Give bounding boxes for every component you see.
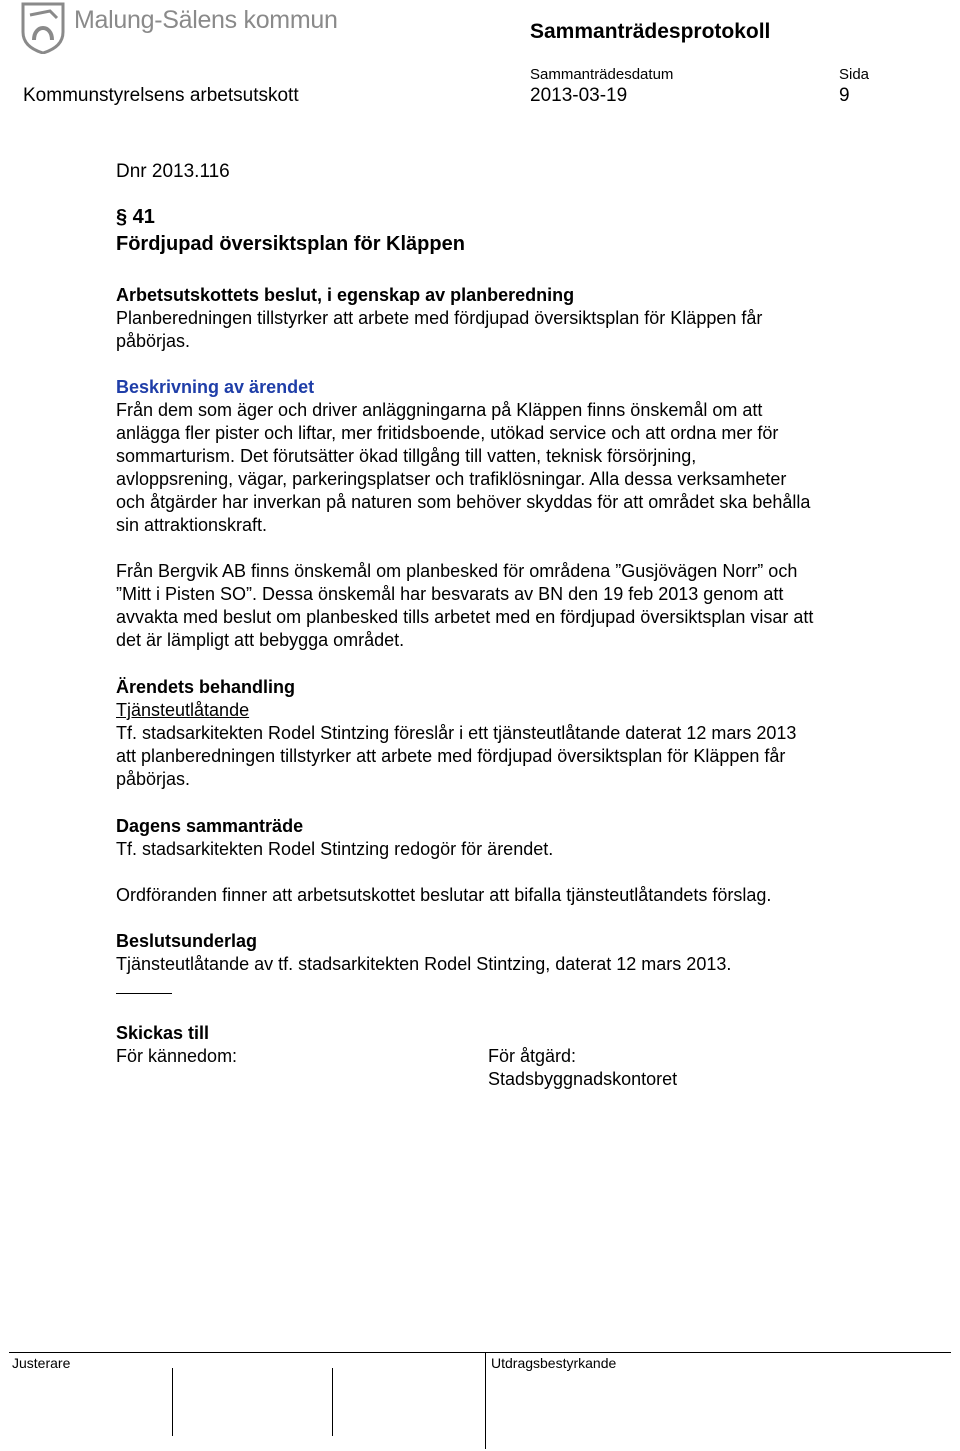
case-header	[116, 160, 916, 258]
date-label: Sammanträdesdatum	[530, 66, 674, 83]
description-line: Från dem som äger och driver anläggningarna på Kläppen finns önskemål om att	[116, 400, 763, 420]
basis-heading: Beslutsunderlag	[116, 931, 258, 951]
short-divider	[116, 993, 172, 994]
meeting-date: 2013-03-19	[530, 85, 628, 106]
for-action-label: För åtgärd:	[488, 1046, 577, 1066]
handling-line: att planberedningen tillstyrker att arbete med fördjupad översiktsplan för Kläppen får	[116, 746, 786, 766]
section-number: § 41	[116, 206, 155, 228]
signature-divider	[485, 1352, 486, 1449]
extract-verification-label: Utdragsbestyrkande	[491, 1355, 617, 1371]
description-line: Från Bergvik AB finns önskemål om planbesked för områdena ”Gusjövägen Norr” och	[116, 561, 798, 581]
handling-line: Tf. stadsarkitekten Rodel Stintzing föreslår i ett tjänsteutlåtande daterat 12 mars 2013	[116, 723, 797, 743]
handling-line: påbörjas.	[116, 769, 191, 789]
decision-line: påbörjas.	[116, 331, 191, 351]
description-line: och åtgärder har inverkan på naturen som behöver skyddas för att området ska behålla	[116, 492, 811, 512]
case-number: Dnr 2013.116	[116, 161, 230, 182]
handling-subheading: Tjänsteutlåtande	[116, 700, 250, 720]
basis-section	[116, 930, 916, 976]
municipality-name: Malung-Sälens kommun	[74, 6, 338, 34]
signature-divider	[172, 1368, 173, 1436]
handling-section	[116, 676, 916, 791]
footer-rule	[9, 1352, 951, 1353]
description-line: sommarturism. Det förutsätter ökad tillgång till vatten, teknisk försörjning,	[116, 446, 697, 466]
meeting-decision-line: Ordföranden finner att arbetsutskottet beslutar att bifalla tjänsteutlåtandets förslag.	[116, 885, 772, 905]
document-type: Sammanträdesprotokoll	[530, 20, 771, 43]
description-section	[116, 376, 916, 652]
signature-divider	[332, 1368, 333, 1436]
decision-line: Planberedningen tillstyrker att arbete med fördjupad översiktsplan för Kläppen får	[116, 308, 763, 328]
decision-heading: Arbetsutskottets beslut, i egenskap av planberedning	[116, 285, 575, 305]
page-number: 9	[839, 85, 850, 106]
for-action-block	[488, 1045, 677, 1091]
description-line: sin attraktionskraft.	[116, 515, 268, 535]
committee-name: Kommunstyrelsens arbetsutskott	[23, 85, 299, 106]
description-line: det är lämpligt att bebygga området.	[116, 630, 405, 650]
page-label: Sida	[839, 66, 870, 83]
case-title: Fördjupad översiktsplan för Kläppen	[116, 233, 465, 255]
description-line: avloppsrening, vägar, parkeringsplatser och trafiklösningar. Alla dessa verksamheter	[116, 469, 787, 489]
meeting-heading: Dagens sammanträde	[116, 816, 304, 836]
description-line: anlägga fler pister och liftar, mer fritidsboende, utökad service och att ordna mer för	[116, 423, 779, 443]
description-line: ”Mitt i Pisten SO”. Dessa önskemål har besvarats av BN den 19 feb 2013 genom att	[116, 584, 784, 604]
adjusters-label: Justerare	[12, 1355, 71, 1371]
decision-section	[116, 284, 916, 353]
municipality-logo-icon	[20, 2, 66, 54]
send-to-heading: Skickas till	[116, 1023, 210, 1043]
action-recipient: Stadsbyggnadskontoret	[488, 1069, 678, 1089]
for-information-label: För kännedom:	[116, 1046, 238, 1066]
handling-heading: Ärendets behandling	[116, 677, 296, 697]
description-heading: Beskrivning av ärendet	[116, 377, 315, 397]
description-line: avvakta med beslut om planbesked tills arbetet med en fördjupad översiktsplan visar att	[116, 607, 814, 627]
meeting-line: Tf. stadsarkitekten Rodel Stintzing redogör för ärendet.	[116, 839, 554, 859]
basis-line: Tjänsteutlåtande av tf. stadsarkitekten Rodel Stintzing, daterat 12 mars 2013.	[116, 954, 732, 974]
meeting-section	[116, 815, 916, 907]
